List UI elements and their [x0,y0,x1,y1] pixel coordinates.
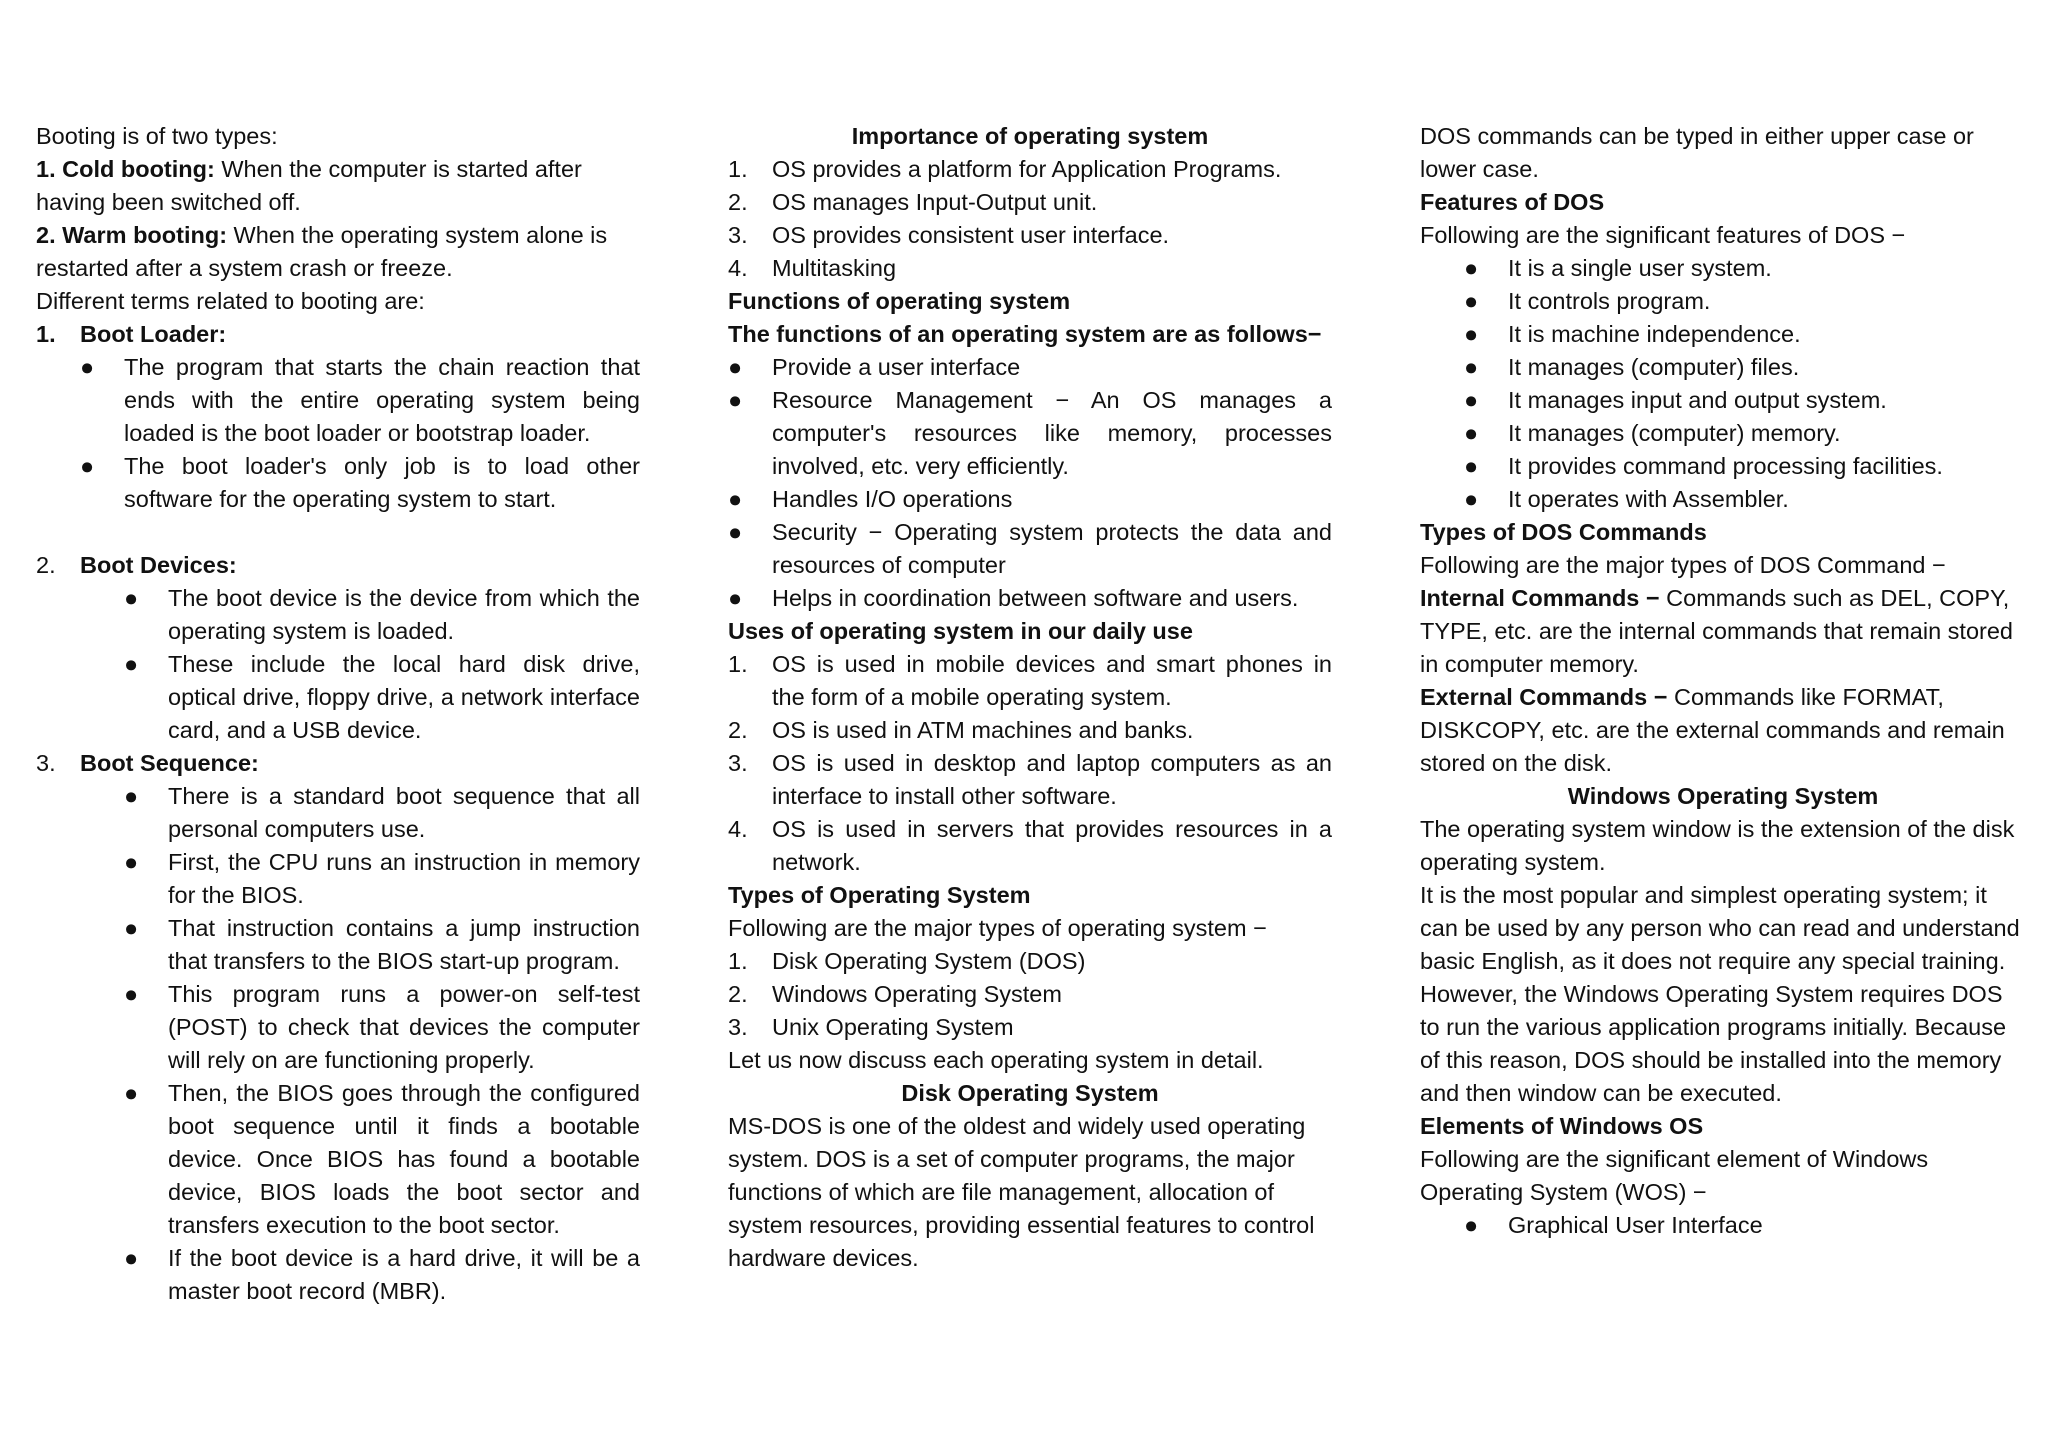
list-number: 3. [728,222,748,248]
elements-intro: Following are the significant element of Windows Operating System (WOS) − [1420,1146,1929,1205]
bullet-icon: ● [124,783,139,809]
list-item-text: It operates with Assembler. [1508,486,1789,512]
bullet-icon: ● [80,354,95,380]
list-item [728,153,1332,186]
list-number: 1. [728,156,748,182]
list-item [728,186,1332,219]
list-item-text: This program runs a power-on self-test (POST) to check that devices the computer will rely on are functioning properly. [168,981,640,1073]
bullet-icon: ● [1464,288,1479,314]
column-dos-windows [1420,120,2026,1242]
bullet-icon: ● [1464,354,1479,380]
list-item-text: Multitasking [772,255,897,281]
list-item [728,384,1332,483]
external-commands-label: External Commands − [1420,684,1668,710]
list-item-text: It controls program. [1508,288,1711,314]
list-item [728,582,1332,615]
list-item [36,648,640,747]
bullet-icon: ● [124,651,139,677]
types-intro: Following are the major types of operating system − [728,915,1267,941]
list-item [728,483,1332,516]
list-item-text: It manages (computer) files. [1508,354,1800,380]
list-item [1420,417,2026,450]
dos-case-text: DOS commands can be typed in either upper case or lower case. [1420,123,1974,182]
warm-booting-text: When the operating system alone is restarted after a system crash or freeze. [36,222,608,281]
list-item [728,1011,1332,1044]
list-item [728,813,1332,879]
booting-terms-intro: Different terms related to booting are: [36,288,425,314]
functions-title: Functions of operating system [728,288,1071,314]
column-operating-system [728,120,1332,1275]
list-item [36,450,640,516]
section-title: Boot Loader: [80,321,227,347]
list-number: 1. [36,321,56,347]
bullet-icon: ● [728,519,743,545]
list-number: 2. [728,717,748,743]
list-number: 2. [728,981,748,1007]
warm-booting-label: 2. Warm booting: [36,222,228,248]
list-item [36,582,640,648]
boot-sequence-heading [36,747,640,780]
external-commands-text: Commands like FORMAT, DISKCOPY, etc. are the external commands and remain stored on the disk. [1420,684,2005,776]
list-item [728,219,1332,252]
bullet-icon: ● [1464,321,1479,347]
list-item-text: OS is used in mobile devices and smart phones in the form of a mobile operating system. [772,651,1332,710]
list-item [1420,483,2026,516]
list-item [728,747,1332,813]
bullet-icon: ● [124,1080,139,1106]
list-item [36,912,640,978]
bullet-icon: ● [124,585,139,611]
dos-title: Disk Operating System [901,1080,1159,1106]
functions-intro: The functions of an operating system are as follows− [728,321,1322,347]
bullet-icon: ● [1464,420,1479,446]
list-item [1420,1209,2026,1242]
list-item-text: That instruction contains a jump instruction that transfers to the BIOS start-up program. [168,915,640,974]
list-item-text: OS is used in servers that provides resources in a network. [772,816,1332,875]
section-title: Boot Devices: [80,552,237,578]
windows-paragraph-1: The operating system window is the extension of the disk operating system. [1420,816,2015,875]
windows-paragraph-3: However, the Windows Operating System requires DOS to run the various application programs initially. Because of this reason, DOS should be installed into the memory and then window can be executed. [1420,981,2007,1106]
bullet-icon: ● [728,585,743,611]
internal-commands-text: Commands such as DEL, COPY, TYPE, etc. are the internal commands that remain stored in computer memory. [1420,585,2013,677]
bullet-icon: ● [728,486,743,512]
list-item [728,978,1332,1011]
list-item-text: OS is used in desktop and laptop computers as an interface to install other software. [772,750,1332,809]
list-item-text: It manages input and output system. [1508,387,1887,413]
list-number: 3. [728,750,748,776]
bullet-icon: ● [124,915,139,941]
warm-booting-paragraph [36,219,640,285]
list-item [728,516,1332,582]
list-item-text: There is a standard boot sequence that all personal computers use. [168,783,640,842]
list-item [36,780,640,846]
bullet-icon: ● [124,981,139,1007]
list-number: 2. [728,189,748,215]
boot-devices-heading [36,549,640,582]
cold-booting-label: 1. Cold booting: [36,156,215,182]
list-item [36,1242,640,1308]
booting-intro: Booting is of two types: [36,123,278,149]
list-item [1420,318,2026,351]
cold-booting-text: When the computer is started after having been switched off. [36,156,582,215]
list-item-text: OS manages Input-Output unit. [772,189,1098,215]
list-number: 1. [728,651,748,677]
features-intro: Following are the significant features of DOS − [1420,222,1906,248]
list-item-text: If the boot device is a hard drive, it will be a master boot record (MBR). [168,1245,640,1304]
list-item [1420,450,2026,483]
list-item-text: Graphical User Interface [1508,1212,1763,1238]
list-number: 3. [728,1014,748,1040]
bullet-icon: ● [80,453,95,479]
elements-title: Elements of Windows OS [1420,1113,1704,1139]
importance-title: Importance of operating system [851,123,1209,149]
bullet-icon: ● [124,1245,139,1271]
list-item-text: Helps in coordination between software and users. [772,585,1299,611]
command-types-intro: Following are the major types of DOS Command − [1420,552,1946,578]
list-item-text: These include the local hard disk drive, optical drive, floppy drive, a network interface card, and a USB device. [168,651,640,743]
list-item-text: OS is used in ATM machines and banks. [772,717,1194,743]
features-title: Features of DOS [1420,189,1605,215]
list-item-text: It manages (computer) memory. [1508,420,1841,446]
list-item-text: The program that starts the chain reaction that ends with the entire operating system being loaded is the boot loader or bootstrap loader. [124,354,640,446]
list-number: 1. [728,948,748,974]
list-number: 4. [728,255,748,281]
bullet-icon: ● [124,849,139,875]
list-item-text: Then, the BIOS goes through the configured boot sequence until it finds a bootable device. Once BIOS has found a bootable device, BIOS loads the boot sector and transfers execution to the boot sector. [168,1080,640,1238]
uses-title: Uses of operating system in our daily use [728,618,1193,644]
dos-paragraph: MS-DOS is one of the oldest and widely used operating system. DOS is a set of computer programs, the major functions of which are file management, allocation of system resources, providing essential features to control hardware devices. [728,1113,1315,1271]
list-item-text: It provides command processing facilities. [1508,453,1943,479]
list-item-text: Provide a user interface [772,354,1021,380]
list-item [1420,384,2026,417]
list-item [728,351,1332,384]
list-number: 4. [728,816,748,842]
list-item [728,945,1332,978]
internal-commands-paragraph [1420,582,2026,681]
list-item-text: Resource Management − An OS manages a computer's resources like memory, processes involved, etc. very efficiently. [772,387,1332,479]
column-booting [36,120,640,1308]
list-number: 2. [36,552,56,578]
list-item [36,351,640,450]
cold-booting-paragraph [36,153,640,219]
list-item [1420,285,2026,318]
list-item-text: It is machine independence. [1508,321,1801,347]
windows-title: Windows Operating System [1567,783,1879,809]
list-item-text: The boot device is the device from which the operating system is loaded. [168,585,640,644]
list-number: 3. [36,750,56,776]
bullet-icon: ● [1464,255,1479,281]
bullet-icon: ● [1464,486,1479,512]
list-item [728,252,1332,285]
list-item-text: OS provides a platform for Application Programs. [772,156,1282,182]
list-item-text: Unix Operating System [772,1014,1014,1040]
bullet-icon: ● [728,354,743,380]
list-item-text: OS provides consistent user interface. [772,222,1170,248]
list-item [728,648,1332,714]
external-commands-paragraph [1420,681,2026,780]
section-title: Boot Sequence: [80,750,259,776]
list-item [728,714,1332,747]
boot-loader-heading [36,318,640,351]
bullet-icon: ● [1464,1212,1479,1238]
types-title: Types of Operating System [728,882,1031,908]
bullet-icon: ● [728,387,743,413]
list-item [36,1077,640,1242]
list-item-text: Disk Operating System (DOS) [772,948,1086,974]
list-item [36,846,640,912]
list-item-text: Security − Operating system protects the data and resources of computer [772,519,1332,578]
command-types-title: Types of DOS Commands [1420,519,1707,545]
list-item [1420,351,2026,384]
discuss-text: Let us now discuss each operating system in detail. [728,1047,1264,1073]
list-item-text: Windows Operating System [772,981,1062,1007]
list-item-text: The boot loader's only job is to load other software for the operating system to start. [124,453,640,512]
list-item-text: It is a single user system. [1508,255,1772,281]
bullet-icon: ● [1464,453,1479,479]
list-item [36,978,640,1077]
list-item [1420,252,2026,285]
internal-commands-label: Internal Commands − [1420,585,1660,611]
list-item-text: First, the CPU runs an instruction in memory for the BIOS. [168,849,640,908]
list-item-text: Handles I/O operations [772,486,1013,512]
bullet-icon: ● [1464,387,1479,413]
windows-paragraph-2: It is the most popular and simplest operating system; it can be used by any person who can read and understand basic English, as it does not require any special training. [1420,882,2020,974]
